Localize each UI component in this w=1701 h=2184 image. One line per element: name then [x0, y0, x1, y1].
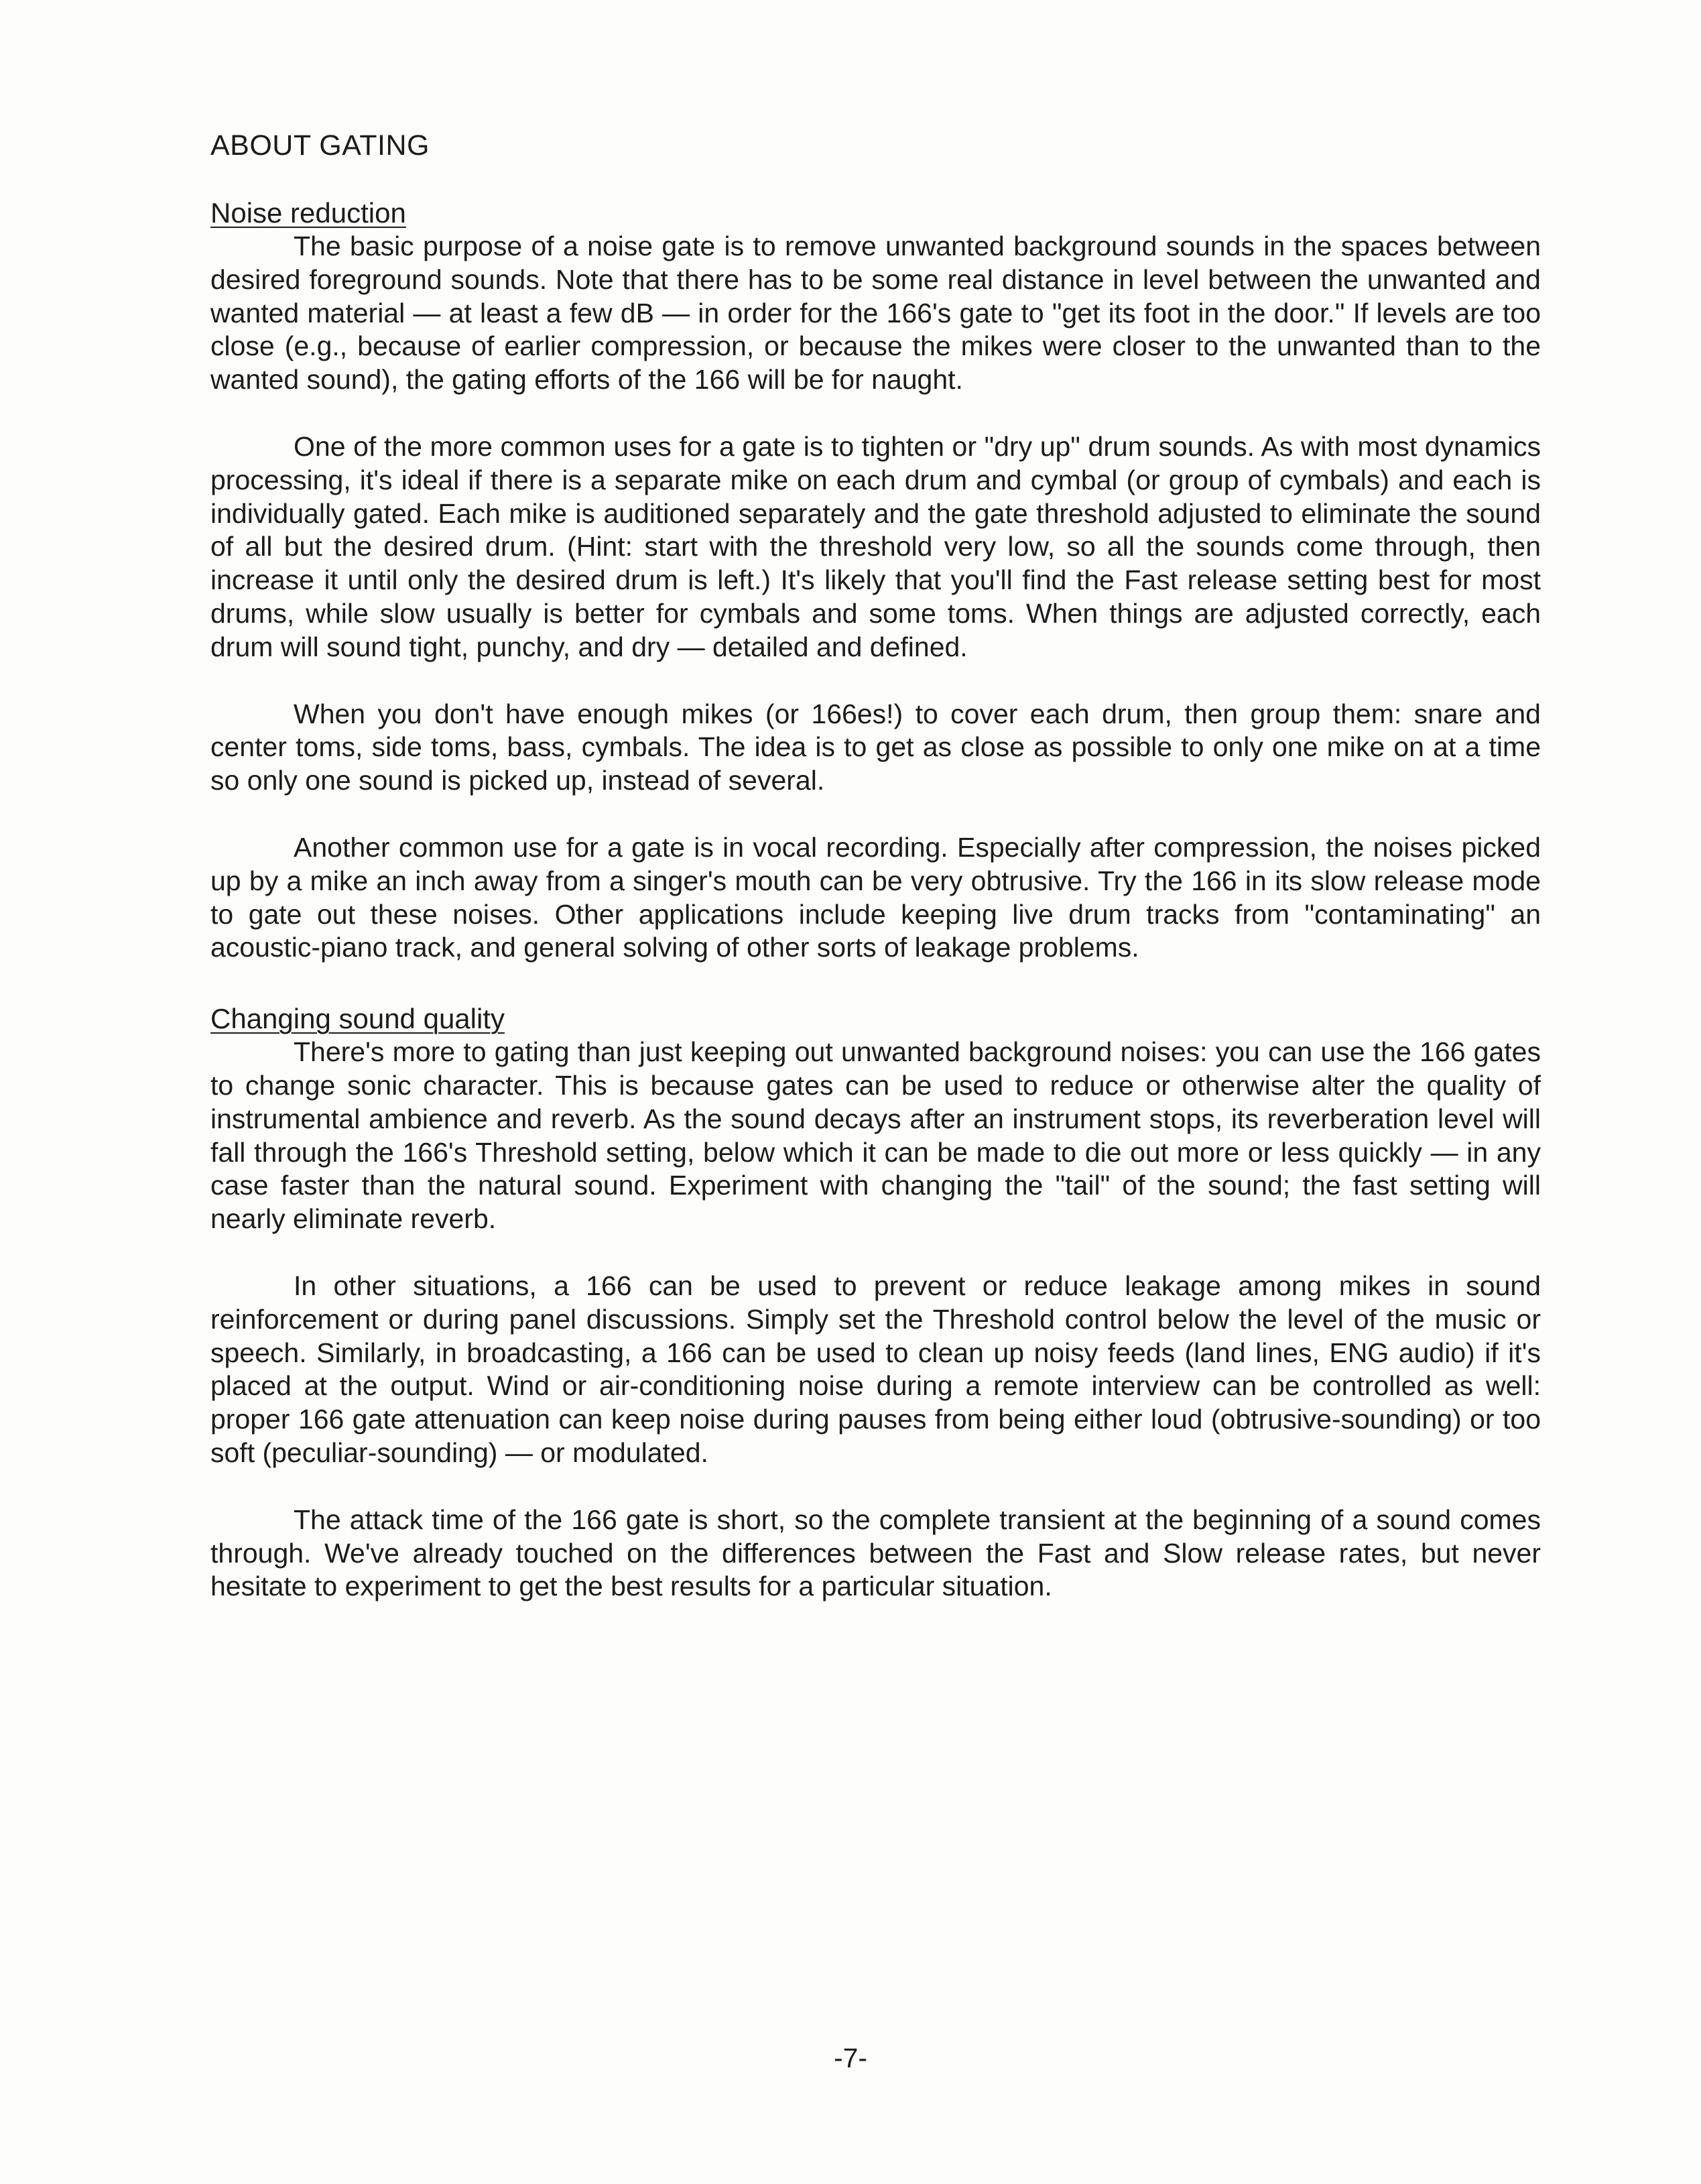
paragraph: The basic purpose of a noise gate is to remove unwanted background sounds in the spaces between desired foreground sounds. Note that there has to be some real distance in level between the unwanted and wanted material — at least a few dB — in order for the 166's gate to "get its foot in the door." If levels are too close (e.g., because of earlier compression, or because the mikes were closer to the unwanted than to the wanted sound), the gating efforts of the 166 will be for naught.: [210, 231, 1541, 396]
page-heading: ABOUT GATING: [210, 129, 430, 162]
section-title-changing-sound-quality: Changing sound quality: [210, 1003, 505, 1035]
paragraph: The attack time of the 166 gate is short, so the complete transient at the beginning of a sound comes through. We've already touched on the differences between the Fast and Slow release rates, but never hesitate to experiment to get the best results for a particular situation.: [210, 1504, 1541, 1602]
paragraph: When you don't have enough mikes (or 166es!) to cover each drum, then group them: snare and center toms, side toms, bass, cymbals. The idea is to get as close as possible to only one mike on at a time so only one sound is picked up, instead of several.: [210, 698, 1541, 796]
paragraph: There's more to gating than just keeping out unwanted background noises: you can use the 166 gates to change sonic character. This is because gates can be used to reduce or otherwise alter the quality of instrumental ambience and reverb. As the sound decays after an instrument stops, its reverberation level will fall through the 166's Threshold setting, below which it can be made to die out more or less quickly — in any case faster than the natural sound. Experiment with changing the "tail" of the sound; the fast setting will nearly eliminate reverb.: [210, 1036, 1541, 1235]
page-number: -7-: [833, 2043, 868, 2073]
page-body: [210, 131, 1541, 1603]
paragraph: Another common use for a gate is in vocal recording. Especially after compression, the noises picked up by a mike an inch away from a singer's mouth can be very obtrusive. Try the 166 in its slow release mode to gate out these noises. Other applications include keeping live drum tracks from "contaminating" an acoustic-piano track, and general solving of other sorts of leakage problems.: [210, 831, 1541, 963]
paragraph: In other situations, a 166 can be used to prevent or reduce leakage among mikes in sound reinforcement or during panel discussions. Simply set the Threshold control below the level of the music or speech. Similarly, in broadcasting, a 166 can be used to clean up noisy feeds (land lines, ENG audio) if it's placed at the output. Wind or air-conditioning noise during a remote interview can be controlled as well: proper 166 gate attenuation can keep noise during pauses from being either loud (obtrusive-sounding) or too soft (peculiar-sounding) — or modulated.: [210, 1270, 1541, 1468]
section-title-noise-reduction: Noise reduction: [210, 197, 406, 229]
paragraph: One of the more common uses for a gate is to tighten or "dry up" drum sounds. As with most dynamics processing, it's ideal if there is a separate mike on each drum and cymbal (or group of cymbals) and each is individually gated. Each mike is auditioned separately and the gate threshold adjusted to eliminate the sound of all but the desired drum. (Hint: start with the threshold very low, so all the sounds come through, then increase it until only the desired drum is left.) It's likely that you'll find the Fast release setting best for most drums, while slow usually is better for cymbals and some toms. When things are adjusted correctly, each drum will sound tight, punchy, and dry — detailed and defined.: [210, 430, 1541, 662]
